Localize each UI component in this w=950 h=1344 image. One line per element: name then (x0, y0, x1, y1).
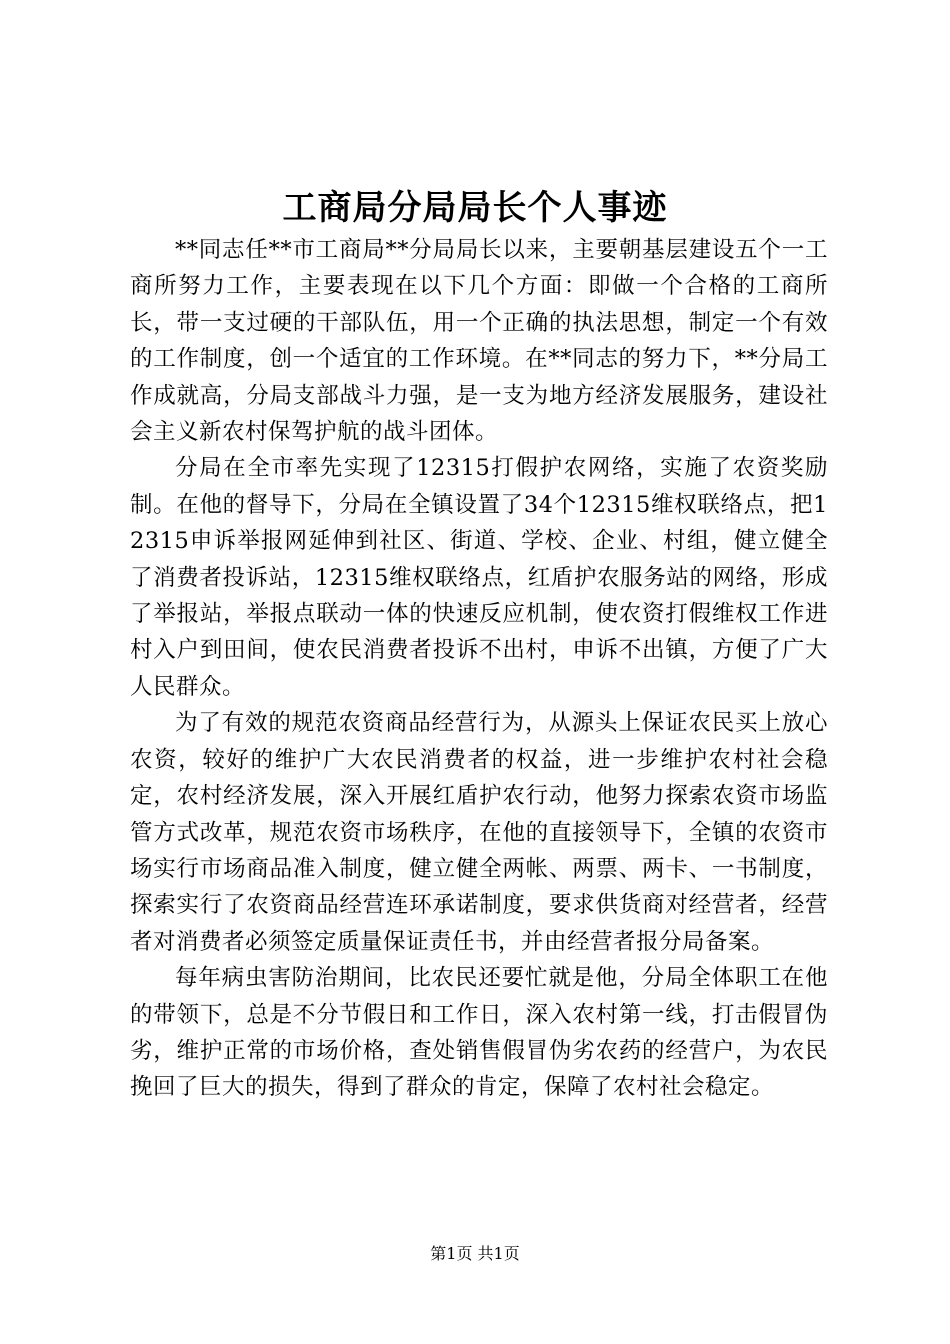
paragraph-4: 每年病虫害防治期间，比农民还要忙就是他，分局全体职工在他的带领下，总是不分节假日和工作日，深入农村第一线，打击假冒伪劣，维护正常的市场价格，查处销售假冒伪劣农药的经营户，为农民挽回了巨大的损失，得到了群众的肯定，保障了农村社会稳定。 (130, 965, 828, 1101)
paragraph-3: 为了有效的规范农资商品经营行为，从源头上保证农民买上放心农资，较好的维护广大农民消费者的权益，进一步维护农村社会稳定，农村经济发展，深入开展红盾护农行动，他努力探索农资市场监管方式改革，规范农资市场秩序，在他的直接领导下，全镇的农资市场实行市场商品准入制度，健立健全两帐、两票、两卡、一书制度，探索实行了农资商品经营连环承诺制度，要求供货商对经营者，经营者对消费者必须签定质量保证责任书，并由经营者报分局备案。 (130, 710, 828, 955)
page-footer: 第1页 共1页 (430, 1244, 520, 1263)
paragraph-1: **同志任**市工商局**分局局长以来，主要朝基层建设五个一工商所努力工作，主要表现在以下几个方面：即做一个合格的工商所长，带一支过硬的干部队伍，用一个正确的执法思想，制定一个有效的工作制度，创一个适宜的工作环境。在**同志的努力下，**分局工作成就高，分局支部战斗力强，是一支为地方经济发展服务，建设社会主义新农村保驾护航的战斗团体。 (130, 237, 828, 446)
document-title: 工商局分局局长个人事迹 (282, 188, 668, 228)
document-body (130, 232, 828, 1106)
paragraph-2: 分局在全市率先实现了12315打假护农网络，实施了农资奖励制。在他的督导下，分局在全镇设置了34个12315维权联络点，把12315申诉举报网延伸到社区、街道、学校、企业、村组，健立健全了消费者投诉站，12315维权联络点，红盾护农服务站的网络，形成了举报站，举报点联动一体的快速反应机制，使农资打假维权工作进村入户到田间，使农民消费者投诉不出村，申诉不出镇，方便了广大人民群众。 (130, 455, 828, 700)
